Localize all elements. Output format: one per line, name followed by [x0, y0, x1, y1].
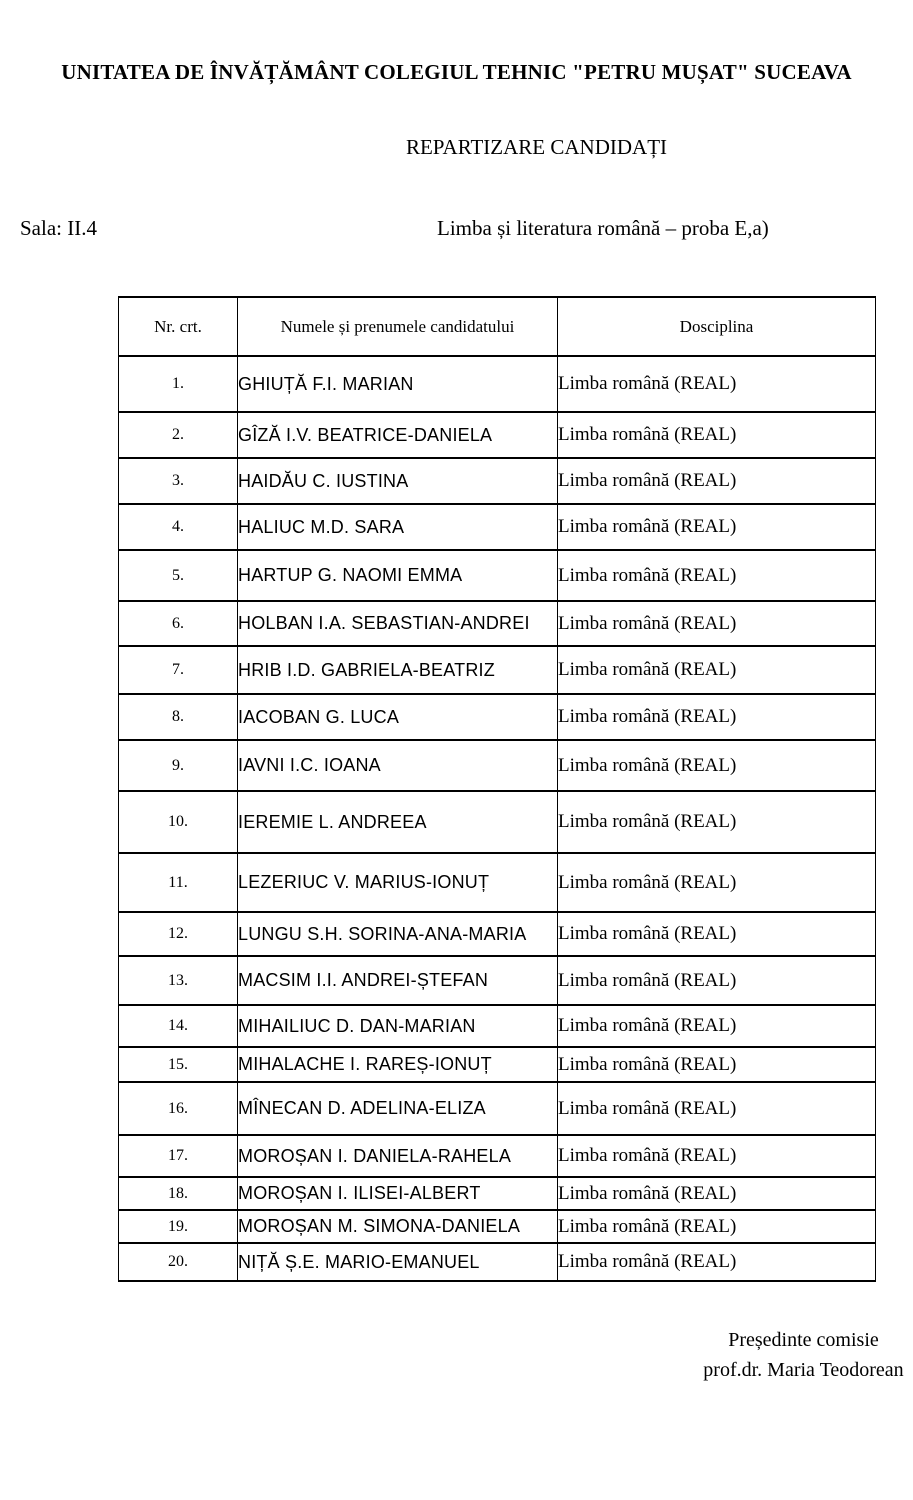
candidate-discipline: Limba română (REAL)	[558, 740, 876, 791]
row-number: 11.	[119, 853, 238, 912]
row-number: 16.	[119, 1082, 238, 1135]
candidate-discipline: Limba română (REAL)	[558, 458, 876, 504]
candidate-discipline: Limba română (REAL)	[558, 356, 876, 412]
row-number: 12.	[119, 912, 238, 956]
row-number: 20.	[119, 1243, 238, 1281]
table-row	[119, 1005, 876, 1047]
table-row	[119, 601, 876, 646]
signature-role: Președinte comisie	[728, 1329, 879, 1351]
row-number: 9.	[119, 740, 238, 791]
candidate-discipline: Limba română (REAL)	[558, 1243, 876, 1281]
candidate-discipline: Limba română (REAL)	[558, 956, 876, 1005]
table-row	[119, 1210, 876, 1243]
candidate-name: MIHALACHE I. RAREȘ-IONUȚ	[238, 1047, 558, 1082]
candidate-discipline: Limba română (REAL)	[558, 853, 876, 912]
candidate-discipline: Limba română (REAL)	[558, 791, 876, 853]
candidate-name: HARTUP G. NAOMI EMMA	[238, 550, 558, 601]
row-number: 15.	[119, 1047, 238, 1082]
candidate-name: LEZERIUC V. MARIUS-IONUȚ	[238, 853, 558, 912]
row-number: 2.	[119, 412, 238, 458]
candidate-name: NIȚĂ Ș.E. MARIO-EMANUEL	[238, 1243, 558, 1281]
candidate-name: LUNGU S.H. SORINA-ANA-MARIA	[238, 912, 558, 956]
candidate-name: HRIB I.D. GABRIELA-BEATRIZ	[238, 646, 558, 694]
table-row	[119, 1082, 876, 1135]
table-row	[119, 694, 876, 740]
candidate-discipline: Limba română (REAL)	[558, 1005, 876, 1047]
header-name: Numele și prenumele candidatului	[238, 297, 558, 356]
candidate-name: IAVNI I.C. IOANA	[238, 740, 558, 791]
candidate-discipline: Limba română (REAL)	[558, 412, 876, 458]
table-row	[119, 458, 876, 504]
candidate-name: HOLBAN I.A. SEBASTIAN-ANDREI	[238, 601, 558, 646]
row-number: 10.	[119, 791, 238, 853]
row-number: 1.	[119, 356, 238, 412]
table-row	[119, 912, 876, 956]
candidate-name: MACSIM I.I. ANDREI-ȘTEFAN	[238, 956, 558, 1005]
candidate-name: HAIDĂU C. IUSTINA	[238, 458, 558, 504]
row-number: 18.	[119, 1177, 238, 1210]
candidate-discipline: Limba română (REAL)	[558, 1082, 876, 1135]
candidate-name: MÎNECAN D. ADELINA-ELIZA	[238, 1082, 558, 1135]
candidate-discipline: Limba română (REAL)	[558, 1177, 876, 1210]
candidate-name: MOROȘAN I. DANIELA-RAHELA	[238, 1135, 558, 1177]
table-row	[119, 504, 876, 550]
candidate-name: IACOBAN G. LUCA	[238, 694, 558, 740]
candidate-discipline: Limba română (REAL)	[558, 1135, 876, 1177]
row-number: 8.	[119, 694, 238, 740]
row-number: 13.	[119, 956, 238, 1005]
table-row	[119, 740, 876, 791]
row-number: 3.	[119, 458, 238, 504]
table-row	[119, 1047, 876, 1082]
table-header-row	[119, 297, 876, 356]
signature-block	[0, 1325, 913, 1385]
signature-name: prof.dr. Maria Teodorean	[703, 1359, 904, 1381]
candidate-name: GÎZĂ I.V. BEATRICE-DANIELA	[238, 412, 558, 458]
room-label: Sala: II.4	[20, 216, 97, 240]
candidate-discipline: Limba română (REAL)	[558, 1210, 876, 1243]
header-nr: Nr. crt.	[119, 297, 238, 356]
candidate-discipline: Limba română (REAL)	[558, 504, 876, 550]
document-title: UNITATEA DE ÎNVĂȚĂMÂNT COLEGIUL TEHNIC "PETRU MUȘAT" SUCEAVA	[61, 60, 852, 84]
candidate-discipline: Limba română (REAL)	[558, 601, 876, 646]
row-number: 19.	[119, 1210, 238, 1243]
table-row	[119, 853, 876, 912]
candidate-discipline: Limba română (REAL)	[558, 912, 876, 956]
candidates-table	[118, 296, 876, 1282]
exam-subject-label: Limba și literatura română – proba E,a)	[437, 216, 769, 240]
row-number: 7.	[119, 646, 238, 694]
candidate-name: HALIUC M.D. SARA	[238, 504, 558, 550]
table-row	[119, 412, 876, 458]
row-number: 6.	[119, 601, 238, 646]
row-number: 4.	[119, 504, 238, 550]
table-row	[119, 1135, 876, 1177]
table-row	[119, 356, 876, 412]
candidate-discipline: Limba română (REAL)	[558, 550, 876, 601]
row-number: 14.	[119, 1005, 238, 1047]
document-subtitle: REPARTIZARE CANDIDAȚI	[405, 135, 668, 159]
candidate-discipline: Limba română (REAL)	[558, 694, 876, 740]
header-discipline: Dosciplina	[558, 297, 876, 356]
candidate-discipline: Limba română (REAL)	[558, 646, 876, 694]
table-row	[119, 1177, 876, 1210]
candidate-name: MOROȘAN M. SIMONA-DANIELA	[238, 1210, 558, 1243]
meta-row	[0, 216, 913, 244]
table-row	[119, 550, 876, 601]
candidate-name: GHIUȚĂ F.I. MARIAN	[238, 356, 558, 412]
table-row	[119, 646, 876, 694]
row-number: 17.	[119, 1135, 238, 1177]
table-row	[119, 1243, 876, 1281]
candidate-name: MIHAILIUC D. DAN-MARIAN	[238, 1005, 558, 1047]
row-number: 5.	[119, 550, 238, 601]
candidate-discipline: Limba română (REAL)	[558, 1047, 876, 1082]
table-row	[119, 791, 876, 853]
table-row	[119, 956, 876, 1005]
candidate-name: IEREMIE L. ANDREEA	[238, 791, 558, 853]
candidate-name: MOROȘAN I. ILISEI-ALBERT	[238, 1177, 558, 1210]
